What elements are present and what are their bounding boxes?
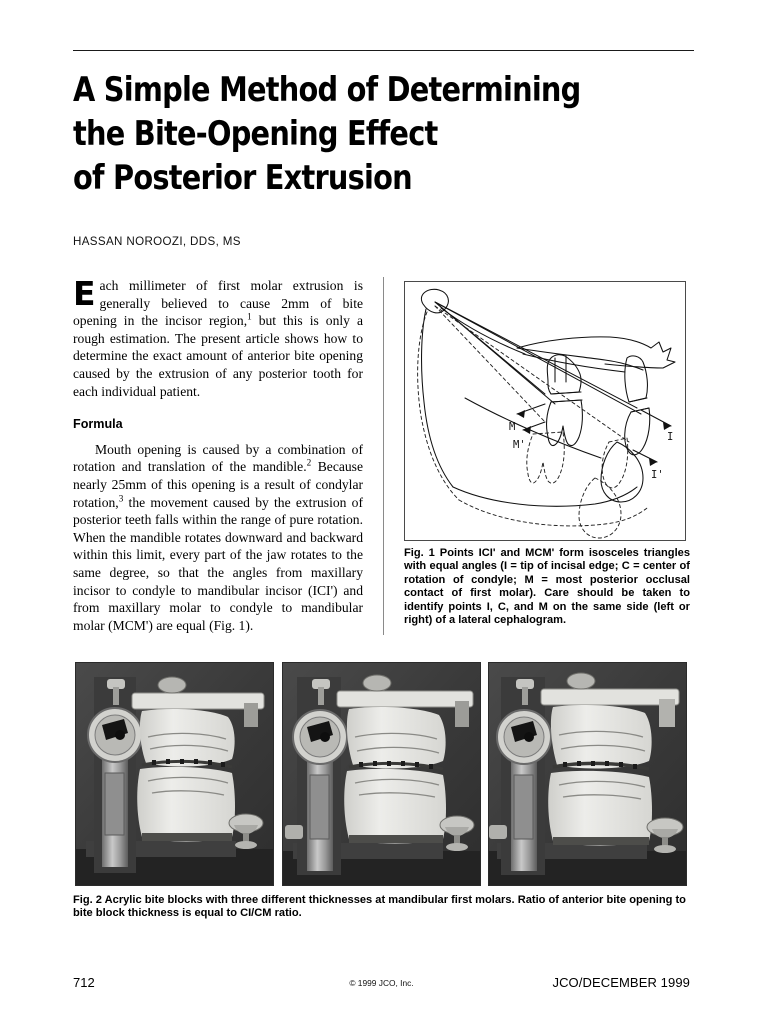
figure-1-image [404,281,686,541]
header-rule [73,50,694,51]
drop-cap: E [73,274,96,313]
figure-2-photo-strip [75,662,687,886]
formula-text-a: Mouth opening is caused by a combination of rotation and translation of the mandible. [73,441,363,475]
page-title [73,68,693,200]
arrowhead-i [663,422,671,430]
title-line-3: of Posterior Extrusion [73,158,412,197]
reference-marker-2: 2 [306,457,312,468]
formula-text-c: the movement caused by the extrusion of posterior teeth falls within the range of pure rotation. When the mandible rotates downward and backward within this limit, every part of the jaw rotates to the same degree, so that the angles from maxillary incisor to condyle to mandibular incisor (ICI') and from maxillary molar to condyle to mandibular molar (MCM') are equal (Fig. 1). [73,494,363,633]
figure-label-i: I [667,431,674,443]
cephalogram-tracing-svg [405,282,685,540]
photo-panel-2 [282,662,481,886]
dental-cast-photo-2-svg [283,663,480,885]
photo-panel-1 [75,662,274,886]
reference-marker-3: 3 [118,493,124,503]
footer-issue: JCO/DECEMBER 1999 [552,975,690,990]
author-byline: HASSAN NOROOZI, DDS, MS [73,235,241,248]
dental-cast-photo-3-svg [489,663,686,885]
figure-label-m: M [509,421,516,433]
column-divider [383,277,384,635]
arrowhead-i-prime [649,458,657,466]
footer-copyright: © 1999 JCO, Inc. [349,978,414,988]
figure-label-i-prime: I' [651,469,664,481]
intro-text-a: ach millimeter of first molar extrusion is generally believed to cause 2mm of bite opening in the incisor region, [73,278,363,329]
title-line-1: A Simple Method of Determining [73,70,581,109]
dental-cast-photo-1-svg [76,663,273,885]
arrowhead-m [517,410,525,418]
intro-text-b: but this is only a rough estimation. The present article shows how to determine the exact amount of anterior bite opening caused by the extrusion of any posterior tooth for each individual patient. [73,313,363,399]
footer-page-number: 712 [73,975,95,990]
title-line-2: the Bite-Opening Effect [73,114,438,153]
figure-1-caption: Fig. 1 Points ICI' and MCM' form isosceles triangles with equal angles (I = tip of incisal edge; C = center of rotation of condyle; M = most posterior occlusal contact of first molar). Care should be taken to identify points I, C, and M on the same side (left or right) of a lateral cephalogram. [404,547,690,627]
page-footer [73,975,690,991]
body-column-left [73,274,364,634]
reference-marker-1: 1 [247,311,252,322]
formula-text-b: Because nearly 25mm of this opening is a result of condylar rotation, [73,459,364,510]
formula-paragraph [73,441,363,635]
intro-paragraph [73,274,363,400]
figure-label-m-prime: M' [513,439,526,451]
photo-panel-3 [488,662,687,886]
section-heading-formula: Formula [73,417,123,432]
figure-2-caption: Fig. 2 Acrylic bite blocks with three different thicknesses at mandibular first molars. Ratio of anterior bite opening to bite block thickness is equal to CI/CM ratio. [73,894,686,920]
